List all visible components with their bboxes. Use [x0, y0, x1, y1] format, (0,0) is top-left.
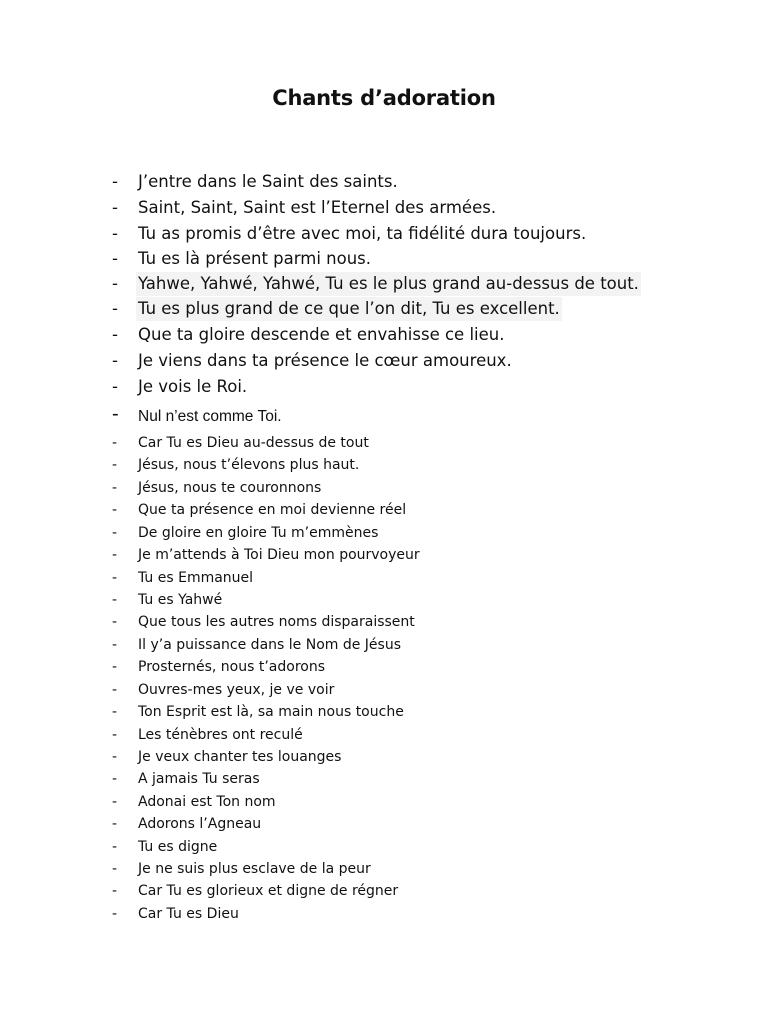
list-item-text: Tu es Yahwé [138, 592, 223, 608]
bullet-dash: - [112, 351, 118, 370]
list-item-text: Les ténèbres ont reculé [138, 727, 303, 743]
list-item-text: Tu es là présent parmi nous. [138, 249, 372, 268]
bullet-dash: - [112, 299, 118, 318]
list-item-text: De gloire en gloire Tu m’emmènes [138, 525, 379, 541]
bullet-dash: - [112, 749, 118, 765]
bullet-dash: - [112, 457, 118, 473]
list-item-text: Prosternés, nous t’adorons [138, 659, 326, 675]
list-item-text: Car Tu es glorieux et digne de régner [138, 883, 399, 899]
list-item-text: Car Tu es Dieu au-dessus de tout [138, 435, 369, 451]
bullet-dash: - [112, 377, 118, 396]
bullet-dash: - [112, 224, 118, 243]
bullet-dash: - [112, 704, 118, 720]
list-item-text: Yahwe, Yahwé, Yahwé, Tu es le plus grand au-dessus de tout. [136, 272, 641, 296]
list-item-text: Je m’attends à Toi Dieu mon pourvoyeur [138, 547, 420, 563]
list-item-text: Je veux chanter tes louanges [138, 749, 342, 765]
list-item-text: Je vois le Roi. [138, 377, 248, 396]
bullet-dash: - [112, 198, 118, 217]
list-item-text: Tu es Emmanuel [138, 570, 254, 586]
list-item-text: A jamais Tu seras [138, 771, 260, 787]
list-item-text: J’entre dans le Saint des saints. [138, 172, 398, 191]
bullet-dash: - [112, 249, 118, 268]
list-item-text: Adorons l’Agneau [138, 816, 262, 832]
bullet-dash: - [112, 592, 118, 608]
list-item-text: Tu es plus grand de ce que l’on dit, Tu es excellent. [136, 297, 562, 321]
bullet-dash: - [112, 525, 118, 541]
list-item-text: Je ne suis plus esclave de la peur [138, 861, 371, 877]
list-item-text: Nul n’est comme Toi. [138, 408, 282, 425]
bullet-dash: - [112, 570, 118, 586]
bullet-dash: - [112, 480, 118, 496]
list-item-text: Il y’a puissance dans le Nom de Jésus [138, 637, 401, 653]
bullet-dash: - [112, 771, 118, 787]
bullet-dash: - [112, 794, 118, 810]
bullet-dash: - [112, 883, 118, 899]
list-item-text: Jésus, nous te couronnons [138, 480, 322, 496]
bullet-dash: - [112, 325, 118, 344]
list-item-text: Ton Esprit est là, sa main nous touche [138, 704, 404, 720]
bullet-dash: - [112, 403, 119, 425]
bullet-dash: - [112, 274, 118, 293]
bullet-dash: - [112, 861, 118, 877]
list-item-text: Tu as promis d’être avec moi, ta fidélité dura toujours. [138, 224, 587, 243]
bullet-dash: - [112, 637, 118, 653]
bullet-dash: - [112, 727, 118, 743]
bullet-dash: - [112, 906, 118, 922]
list-item-text: Adonai est Ton nom [138, 794, 276, 810]
bullet-dash: - [112, 614, 118, 630]
bullet-dash: - [112, 502, 118, 518]
list-item-text: Que tous les autres noms disparaissent [138, 614, 415, 630]
bullet-dash: - [112, 682, 118, 698]
list-item-text: Jésus, nous t’élevons plus haut. [138, 457, 360, 473]
bullet-dash: - [112, 547, 118, 563]
list-item-text: Car Tu es Dieu [138, 906, 239, 922]
list-item-text: Saint, Saint, Saint est l’Eternel des armées. [138, 198, 497, 217]
page-title: Chants d’adoration [272, 86, 496, 110]
bullet-dash: - [112, 659, 118, 675]
list-item-text: Je viens dans ta présence le cœur amoureux. [138, 351, 512, 370]
bullet-dash: - [112, 816, 118, 832]
list-item-text: Que ta présence en moi devienne réel [138, 502, 407, 518]
list-item-text: Tu es digne [138, 839, 218, 855]
bullet-dash: - [112, 172, 118, 191]
bullet-dash: - [112, 839, 118, 855]
list-item-text: Que ta gloire descende et envahisse ce lieu. [138, 325, 505, 344]
bullet-dash: - [112, 435, 118, 451]
list-item-text: Ouvres-mes yeux, je ve voir [138, 682, 335, 698]
